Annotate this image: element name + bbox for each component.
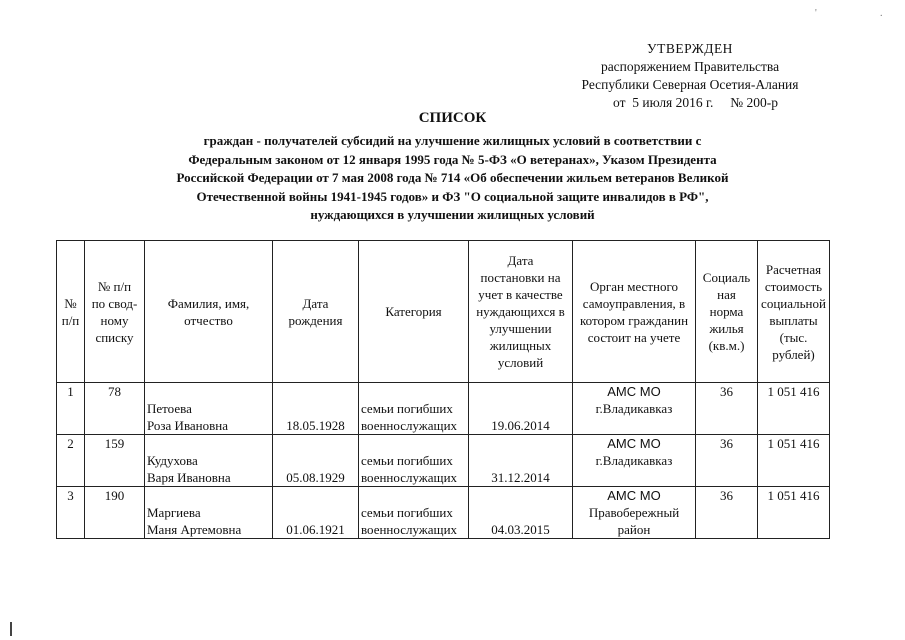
table-row bbox=[57, 383, 830, 435]
header-local-authority: Орган местного самоуправления, в котором гражданин состоит на учете bbox=[573, 241, 696, 383]
subtitle-line: нуждающихся в улучшении жилищных условий bbox=[310, 207, 595, 222]
cell-social-norm: 36 bbox=[696, 487, 758, 539]
approval-stamp bbox=[575, 40, 805, 112]
document-subtitle bbox=[135, 132, 770, 225]
cell-category: семьи погибших военнослужащих bbox=[359, 383, 469, 435]
document-title: СПИСОК bbox=[418, 110, 487, 126]
cell-number: 1 bbox=[57, 383, 85, 435]
cell-number: 3 bbox=[57, 487, 85, 539]
cell-summary-number: 159 bbox=[85, 435, 145, 487]
cell-full-name: Петоева Роза Ивановна bbox=[145, 383, 273, 435]
cell-payment-amount: 1 051 416 bbox=[758, 487, 830, 539]
header-payment-amount: Расчетная стоимость социальной выплаты (тыс. рублей) bbox=[758, 241, 830, 383]
header-number: № п/п bbox=[57, 241, 85, 383]
cell-registration-date: 04.03.2015 bbox=[469, 487, 573, 539]
cell-registration-date: 19.06.2014 bbox=[469, 383, 573, 435]
cell-category: семьи погибших военнослужащих bbox=[359, 487, 469, 539]
header-summary-number: № п/п по свод- ному списку bbox=[85, 241, 145, 383]
scan-edge-mark bbox=[10, 622, 12, 636]
cell-social-norm: 36 bbox=[696, 435, 758, 487]
cell-registration-date: 31.12.2014 bbox=[469, 435, 573, 487]
cell-birth-date: 18.05.1928 bbox=[273, 383, 359, 435]
cell-summary-number: 190 bbox=[85, 487, 145, 539]
cell-birth-date: 01.06.1921 bbox=[273, 487, 359, 539]
table-header-row bbox=[57, 241, 830, 383]
scan-mark: . bbox=[880, 8, 883, 19]
subtitle-line: граждан - получателей субсидий на улучшение жилищных условий в соответствии с bbox=[203, 133, 702, 148]
header-full-name: Фамилия, имя, отчество bbox=[145, 241, 273, 383]
cell-birth-date: 05.08.1929 bbox=[273, 435, 359, 487]
approval-date: от 5 июля 2016 г. № 200-р bbox=[613, 95, 779, 110]
header-birth-date: Дата рождения bbox=[273, 241, 359, 383]
subtitle-line: Российской Федерации от 7 мая 2008 года № 714 «Об обеспечении жильем ветеранов Великой bbox=[176, 170, 729, 185]
approval-line: Республики Северная Осетия-Алания bbox=[581, 77, 799, 92]
cell-payment-amount: 1 051 416 bbox=[758, 435, 830, 487]
cell-category: семьи погибших военнослужащих bbox=[359, 435, 469, 487]
cell-local-authority: АМС МО г.Владикавказ bbox=[573, 383, 696, 435]
header-social-norm: Социаль ная норма жилья (кв.м.) bbox=[696, 241, 758, 383]
cell-summary-number: 78 bbox=[85, 383, 145, 435]
cell-local-authority: АМС МО г.Владикавказ bbox=[573, 435, 696, 487]
approval-heading: УТВЕРЖДЕН bbox=[647, 41, 733, 56]
header-category: Категория bbox=[359, 241, 469, 383]
cell-payment-amount: 1 051 416 bbox=[758, 383, 830, 435]
cell-full-name: Кудухова Варя Ивановна bbox=[145, 435, 273, 487]
cell-number: 2 bbox=[57, 435, 85, 487]
approval-line: распоряжением Правительства bbox=[600, 59, 780, 74]
subtitle-line: Федеральным законом от 12 января 1995 года № 5-ФЗ «О ветеранах», Указом Президента bbox=[188, 151, 717, 167]
cell-full-name: Маргиева Маня Артемовна bbox=[145, 487, 273, 539]
table-row bbox=[57, 487, 830, 539]
cell-local-authority: АМС МО Правобережный район bbox=[573, 487, 696, 539]
recipients-table bbox=[56, 240, 830, 539]
subtitle-line: Отечественной войны 1941-1945 годов» и ФЗ "О социальной защите инвалидов в РФ", bbox=[196, 188, 709, 204]
header-registration-date: Дата постановки на учет в качестве нуждающихся в улучшении жилищных условий bbox=[469, 241, 573, 383]
scan-mark: ' bbox=[815, 8, 817, 19]
table-row bbox=[57, 435, 830, 487]
cell-social-norm: 36 bbox=[696, 383, 758, 435]
